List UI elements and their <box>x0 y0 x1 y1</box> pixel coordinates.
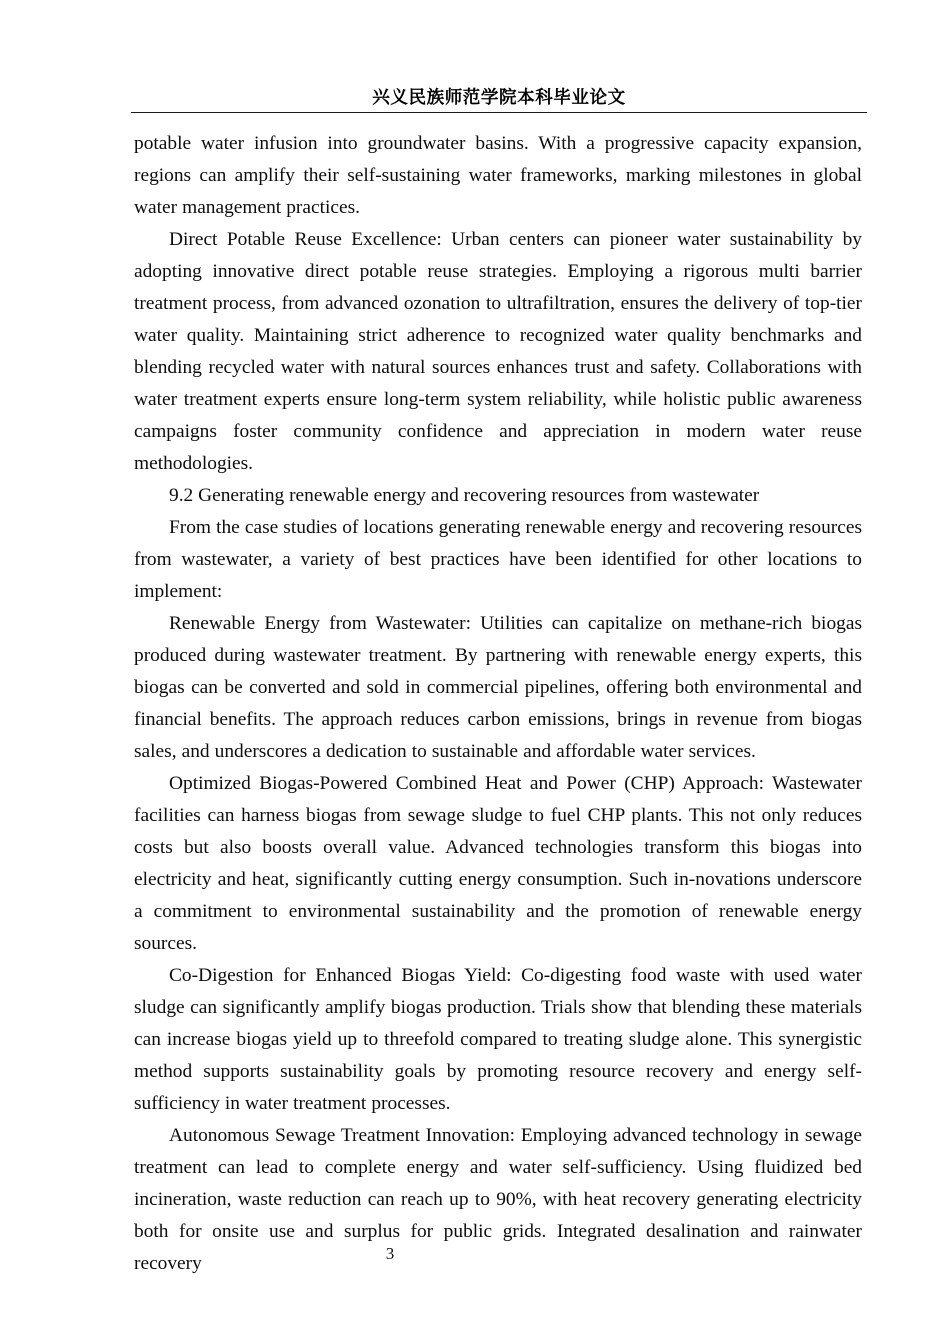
paragraph-renewable-energy-from-wastewater: Renewable Energy from Wastewater: Utilities can capitalize on methane-rich biogas produced during wastewater treatment. By partnering with renewable energy experts, this biogas can be converted and sold in commercial pipelines, offering both environmental and financial benefits. The approach reduces carbon emissions, brings in revenue from biogas sales, and underscores a dedication to sustainable and affordable water services. <box>134 613 862 762</box>
paragraph-optimized-biogas-chp: Optimized Biogas-Powered Combined Heat and Power (CHP) Approach: Wastewater facilities can harness biogas from sewage sludge to fuel CHP plants. This not only reduces costs but also boosts overall value. Advanced technologies transform this biogas into electricity and heat, significantly cutting energy consumption. Such in-novations underscore a commitment to environmental sustainability and the promotion of renewable energy sources. <box>134 773 862 954</box>
paragraph-direct-potable-reuse: Direct Potable Reuse Excellence: Urban centers can pioneer water sustainability by adopting innovative direct potable reuse strategies. Employing a rigorous multi barrier treatment process, from advanced ozonation to ultrafiltration, ensures the delivery of top-tier water quality. Maintaining strict adherence to recognized water quality benchmarks and blending recycled water with natural sources enhances trust and safety. Collaborations with water treatment experts ensure long-term system reliability, while holistic public awareness campaigns foster community confidence and appreciation in modern water reuse methodologies. <box>134 229 862 474</box>
section-heading-9-2: 9.2 Generating renewable energy and recovering resources from wastewater <box>169 485 760 506</box>
paragraph-co-digestion: Co-Digestion for Enhanced Biogas Yield: Co-digesting food waste with used water sludge can significantly amplify biogas production. Trials show that blending these materials can increase biogas yield up to threefold compared to treating sludge alone. This synergistic method supports sustainability goals by promoting resource recovery and energy self-sufficiency in water treatment processes. <box>134 965 862 1114</box>
paragraph-case-studies: From the case studies of locations generating renewable energy and recovering resources from wastewater, a variety of best practices have been identified for other locations to implement: <box>134 517 862 602</box>
page-number: 3 <box>385 1244 395 1263</box>
running-header <box>131 86 867 113</box>
paragraph-autonomous-sewage: Autonomous Sewage Treatment Innovation: Employing advanced technology in sewage treatment can lead to complete energy and water self-sufficiency. Using fluidized bed incineration, waste reduction can reach up to 90%, with heat recovery generating electricity both for onsite use and surplus for public grids. Integrated desalination and rainwater recovery <box>134 1125 862 1274</box>
body-text-column <box>134 128 862 1280</box>
paragraph-continuation: potable water infusion into groundwater basins. With a progressive capacity expansion, regions can amplify their self-sustaining water frameworks, marking milestones in global water management practices. <box>134 133 862 218</box>
header-title: 兴义民族师范学院本科毕业论文 <box>372 88 626 108</box>
header-rule <box>131 112 867 113</box>
